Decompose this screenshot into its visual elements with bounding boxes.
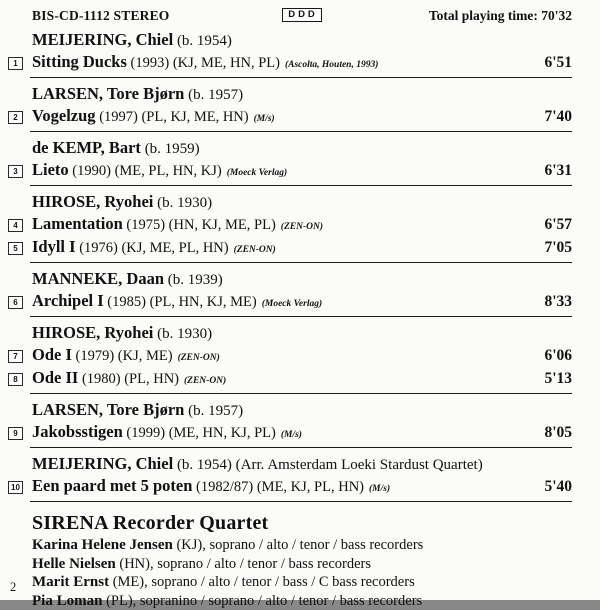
track-info <box>32 476 536 499</box>
track-info <box>32 422 536 445</box>
section-divider <box>30 185 572 186</box>
composer-dates: (b. 1954) (Arr. Amsterdam Loeki Stardust Quartet) <box>173 457 483 473</box>
track-details: (1980) (PL, HN) <box>78 371 179 387</box>
track-title: Ode I <box>32 345 72 364</box>
track-row <box>32 368 572 391</box>
track-row <box>32 237 572 260</box>
track-details: (1993) (KJ, ME, HN, PL) <box>127 55 280 71</box>
track-publisher: (ZEN-ON) <box>178 353 220 363</box>
composer-section <box>32 453 572 502</box>
track-publisher: (M/s) <box>369 484 390 494</box>
track-number-box: 1 <box>8 57 23 70</box>
track-info <box>32 291 536 314</box>
composer-line <box>32 191 572 214</box>
track-number-box: 7 <box>8 350 23 363</box>
member-instruments: (PL), sopranino / soprano / alto / tenor / bass recorders <box>102 593 422 609</box>
section-divider <box>30 316 572 317</box>
track-row <box>32 476 572 499</box>
track-duration: 7'05 <box>544 238 572 258</box>
composer-line <box>32 453 572 476</box>
track-number-box: 2 <box>8 111 23 124</box>
track-sections <box>32 29 572 502</box>
track-title: Idyll I <box>32 237 76 256</box>
composer-line <box>32 137 572 160</box>
ensemble-block <box>32 511 572 610</box>
track-duration: 6'06 <box>544 346 572 366</box>
composer-name: LARSEN, Tore Bjørn <box>32 400 184 419</box>
member-name: Karina Helene Jensen <box>32 537 173 553</box>
track-row <box>32 214 572 237</box>
track-info <box>32 106 536 129</box>
section-divider <box>30 501 572 502</box>
composer-dates: (b. 1930) <box>153 326 212 342</box>
composer-dates: (b. 1954) <box>173 33 232 49</box>
composer-dates: (b. 1959) <box>141 141 200 157</box>
track-publisher: (ZEN-ON) <box>281 222 323 232</box>
composer-section <box>32 137 572 186</box>
track-number-box: 10 <box>8 481 23 494</box>
track-number-box: 8 <box>8 373 23 386</box>
composer-name: HIROSE, Ryohei <box>32 192 153 211</box>
track-publisher: (ZEN-ON) <box>234 245 276 255</box>
page-number: 2 <box>10 580 16 595</box>
composer-section <box>32 268 572 317</box>
section-divider <box>30 447 572 448</box>
track-title: Ode II <box>32 368 78 387</box>
track-title: Een paard met 5 poten <box>32 476 192 495</box>
composer-dates: (b. 1939) <box>164 272 223 288</box>
composer-line <box>32 322 572 345</box>
section-divider <box>30 77 572 78</box>
track-duration: 6'51 <box>544 53 572 73</box>
composer-section <box>32 83 572 132</box>
composer-section <box>32 322 572 394</box>
composer-section <box>32 399 572 448</box>
composer-name: LARSEN, Tore Bjørn <box>32 84 184 103</box>
track-row <box>32 291 572 314</box>
track-duration: 8'05 <box>544 423 572 443</box>
track-details: (1975) (HN, KJ, ME, PL) <box>123 217 276 233</box>
track-title: Lamentation <box>32 214 123 233</box>
track-title: Lieto <box>32 160 69 179</box>
track-details: (1982/87) (ME, KJ, PL, HN) <box>192 479 364 495</box>
composer-name: HIROSE, Ryohei <box>32 323 153 342</box>
ensemble-member <box>32 555 572 574</box>
track-number-box: 6 <box>8 296 23 309</box>
composer-dates: (b. 1957) <box>184 403 243 419</box>
member-instruments: (HN), soprano / alto / tenor / bass recorders <box>116 556 371 572</box>
track-publisher: (Moeck Verlag) <box>262 299 322 309</box>
track-duration: 6'31 <box>544 161 572 181</box>
track-number-box: 5 <box>8 242 23 255</box>
section-divider <box>30 393 572 394</box>
track-row <box>32 52 572 75</box>
track-info <box>32 368 536 391</box>
composer-line <box>32 399 572 422</box>
track-duration: 5'13 <box>544 369 572 389</box>
member-instruments: (KJ), soprano / alto / tenor / bass recorders <box>173 537 423 553</box>
track-info <box>32 237 536 260</box>
member-instruments: (ME), soprano / alto / tenor / bass / C bass recorders <box>109 574 415 590</box>
track-info <box>32 345 536 368</box>
track-title: Sitting Ducks <box>32 52 127 71</box>
track-publisher: (Ascolta, Houten, 1993) <box>285 60 378 70</box>
track-title: Jakobsstigen <box>32 422 123 441</box>
track-number-box: 3 <box>8 165 23 178</box>
track-duration: 5'40 <box>544 477 572 497</box>
ensemble-member <box>32 573 572 592</box>
track-details: (1979) (KJ, ME) <box>72 348 173 364</box>
track-row <box>32 345 572 368</box>
track-details: (1985) (PL, HN, KJ, ME) <box>104 294 257 310</box>
composer-section <box>32 29 572 78</box>
track-row <box>32 422 572 445</box>
track-publisher: (ZEN-ON) <box>184 376 226 386</box>
composer-dates: (b. 1957) <box>184 87 243 103</box>
ensemble-name: SIRENA Recorder Quartet <box>32 511 572 536</box>
composer-name: MANNEKE, Daan <box>32 269 164 288</box>
track-publisher: (Moeck Verlag) <box>227 168 287 178</box>
composer-line <box>32 268 572 291</box>
composer-line <box>32 29 572 52</box>
ensemble-members <box>32 536 572 610</box>
composer-name: de KEMP, Bart <box>32 138 141 157</box>
section-divider <box>30 262 572 263</box>
track-duration: 8'33 <box>544 292 572 312</box>
composer-line <box>32 83 572 106</box>
composer-dates: (b. 1930) <box>153 195 212 211</box>
ensemble-member <box>32 536 572 555</box>
track-details: (1997) (PL, KJ, ME, HN) <box>96 109 249 125</box>
track-details: (1990) (ME, PL, HN, KJ) <box>69 163 222 179</box>
member-name: Pia Loman <box>32 593 102 609</box>
track-details: (1999) (ME, HN, KJ, PL) <box>123 425 276 441</box>
ddd-format-badge: DDD <box>282 8 322 22</box>
total-playing-time: Total playing time: 70'32 <box>322 7 572 24</box>
track-title: Archipel I <box>32 291 104 310</box>
track-duration: 6'57 <box>544 215 572 235</box>
member-name: Marit Ernst <box>32 574 109 590</box>
track-publisher: (M/s) <box>281 430 302 440</box>
ensemble-member <box>32 592 572 610</box>
member-name: Helle Nielsen <box>32 556 116 572</box>
section-divider <box>30 131 572 132</box>
composer-name: MEIJERING, Chiel <box>32 30 173 49</box>
track-info <box>32 214 536 237</box>
track-publisher: (M/s) <box>254 114 275 124</box>
composer-name: MEIJERING, Chiel <box>32 454 173 473</box>
track-duration: 7'40 <box>544 107 572 127</box>
composer-section <box>32 191 572 263</box>
track-info <box>32 160 536 183</box>
track-title: Vogelzug <box>32 106 96 125</box>
track-number-box: 4 <box>8 219 23 232</box>
track-row <box>32 106 572 129</box>
track-details: (1976) (KJ, ME, PL, HN) <box>76 240 229 256</box>
track-row <box>32 160 572 183</box>
page-header <box>32 7 572 24</box>
catalog-number: BIS-CD-1112 STEREO <box>32 7 282 24</box>
track-info <box>32 52 536 75</box>
track-number-box: 9 <box>8 427 23 440</box>
